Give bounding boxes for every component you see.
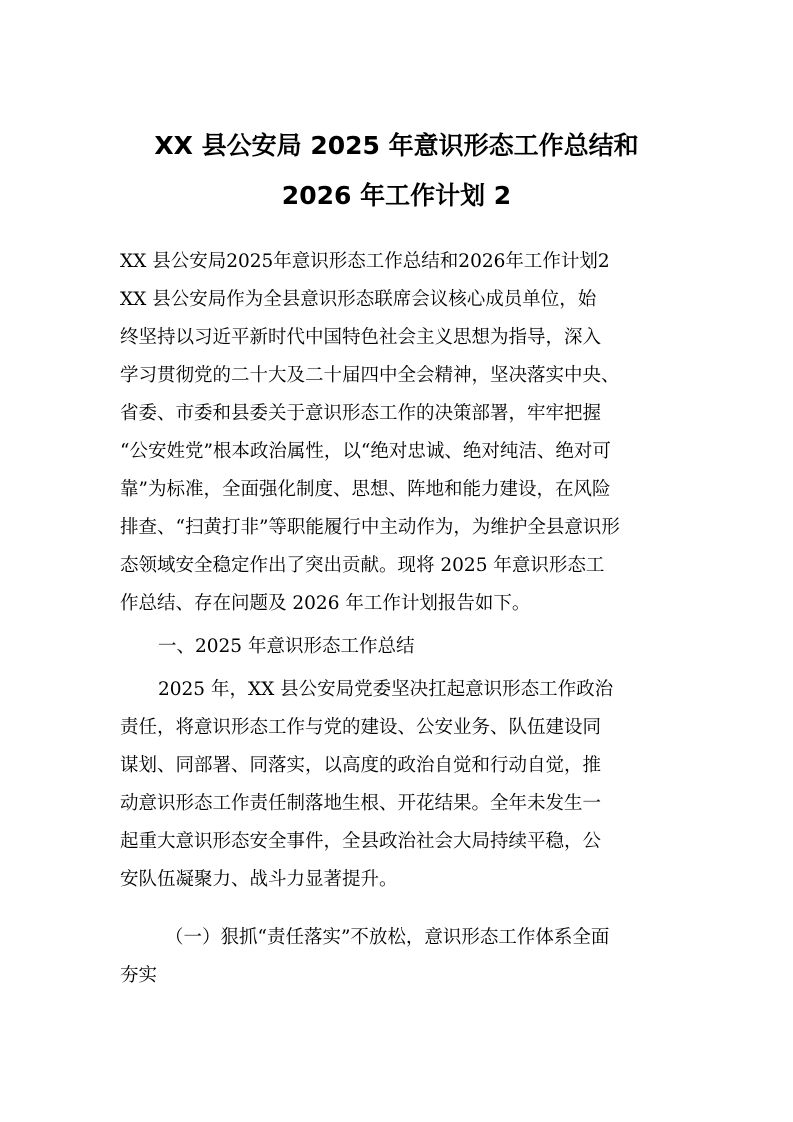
body-line: 学习贯彻党的二十大及二十届四中全会精神，坚决落实中央、 xyxy=(120,365,620,386)
body-line: 省委、市委和县委关于意识形态工作的决策部署，牢牢把握 xyxy=(120,403,602,424)
body-line: 责任，将意识形态工作与党的建设、公安业务、队伍建设同 xyxy=(120,717,602,738)
body-line: 排查、“扫黄打非”等职能履行中主动作为，为维护全县意识形 xyxy=(120,517,620,538)
document-title-line-2: 2026 年工作计划 2 xyxy=(281,181,512,210)
body-line: 2025 年，XX 县公安局党委坚决扛起意识形态工作政治 xyxy=(158,679,614,700)
body-line: XX 县公安局2025年意识形态工作总结和2026年工作计划2 xyxy=(120,251,610,272)
document-title-line-1: XX 县公安局 2025 年意识形态工作总结和 xyxy=(154,131,639,160)
body-line: 谋划、同部署、同落实，以高度的政治自觉和行动自觉，推 xyxy=(120,755,602,776)
body-line: 起重大意识形态安全事件，全县政治社会大局持续平稳，公 xyxy=(120,831,602,852)
section-heading: 一、2025 年意识形态工作总结 xyxy=(158,636,415,657)
body-line: 动意识形态工作责任制落地生根、开花结果。全年未发生一 xyxy=(120,793,602,814)
subsection-heading: （一）狠抓“责任落实”不放松，意识形态工作体系全面 xyxy=(165,927,610,948)
body-line: 作总结、存在问题及 2026 年工作计划报告如下。 xyxy=(120,593,531,614)
body-line: 态领域安全稳定作出了突出贡献。现将 2025 年意识形态工 xyxy=(120,555,605,576)
body-line: 靠”为标准，全面强化制度、思想、阵地和能力建设，在风险 xyxy=(120,479,611,500)
body-line: 夯实 xyxy=(120,965,158,986)
body-line: 终坚持以习近平新时代中国特色社会主义思想为指导，深入 xyxy=(120,327,602,348)
body-line: “公安姓党”根本政治属性，以“绝对忠诚、绝对纯洁、绝对可 xyxy=(120,441,611,462)
body-line: 安队伍凝聚力、战斗力显著提升。 xyxy=(120,869,398,890)
body-line: XX 县公安局作为全县意识形态联席会议核心成员单位，始 xyxy=(120,289,597,310)
